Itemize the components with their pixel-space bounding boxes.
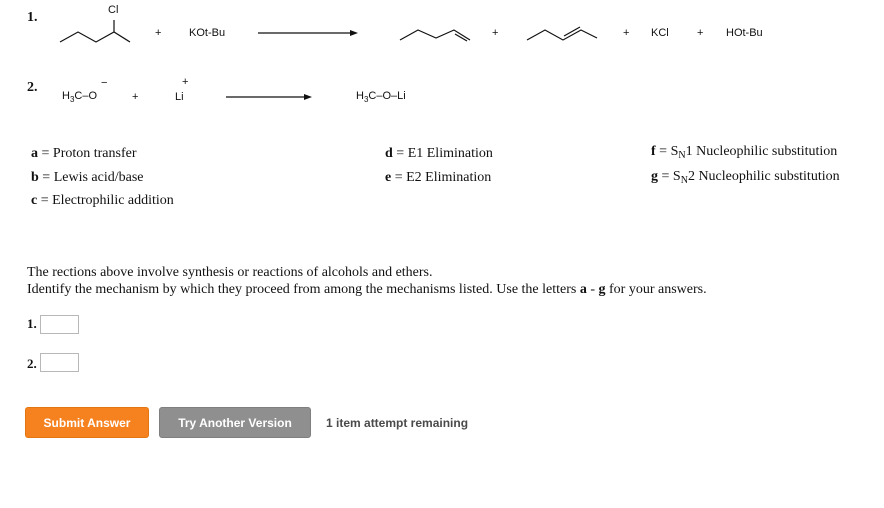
- try-another-version-button[interactable]: Try Another Version: [159, 407, 311, 438]
- plus-sign: +: [155, 27, 162, 39]
- answer-2-label: 2.: [27, 356, 37, 371]
- plus-sign: +: [492, 27, 499, 39]
- mechanism-e: e = E2 Elimination: [385, 170, 492, 185]
- hotbu-label: HOt-Bu: [726, 27, 763, 39]
- mechanism-g: $g = S_N2$ Nucleophilic substitution: [651, 169, 840, 186]
- plus-sign: +: [623, 27, 630, 39]
- product-alkene-1-structure: [400, 26, 475, 46]
- kcl-label: KCl: [651, 27, 669, 39]
- mechanism-c: c = Electrophilic addition: [31, 193, 174, 208]
- plus-sign: +: [132, 91, 139, 103]
- reaction-1-number: 1.: [27, 10, 38, 25]
- chlorine-label: Cl: [108, 4, 119, 16]
- mechanism-b: b = Lewis acid/base: [31, 170, 144, 185]
- positive-charge: +: [182, 76, 189, 88]
- instructions-line-1: The rections above involve synthesis or reactions of alcohols and ethers.: [27, 265, 433, 280]
- reaction-1-arrow: [258, 28, 358, 38]
- reaction-2-number: 2.: [27, 80, 38, 95]
- base-kotbu-label: KOt-Bu: [189, 27, 226, 39]
- plus-sign: +: [697, 27, 704, 39]
- reaction-2-arrow: [226, 92, 312, 102]
- methoxide-formula: $H_3C-O$: [62, 90, 98, 105]
- negative-charge: −: [101, 77, 108, 89]
- answer-1-input[interactable]: [40, 315, 79, 334]
- answer-2-input[interactable]: [40, 353, 79, 372]
- reactant-alkyl-chloride-structure: [60, 18, 135, 48]
- answer-1-label: 1.: [27, 316, 37, 331]
- submit-answer-button[interactable]: Submit Answer: [25, 407, 149, 438]
- mechanism-d: d = E1 Elimination: [385, 146, 493, 161]
- product-alkene-2-structure: [527, 24, 602, 46]
- attempts-remaining-text: 1 item attempt remaining: [326, 416, 469, 430]
- lithium-label: Li: [175, 91, 184, 103]
- instructions-line-2: Identify the mechanism by which they proceed from among the mechanisms listed. Use the letters a - g for your answers.: [27, 282, 707, 297]
- mechanism-f: $f = S_N1$ Nucleophilic substitution: [651, 144, 838, 161]
- product-lithium-methoxide-formula: $H_3C-O-Li$: [356, 90, 406, 105]
- mechanism-a: a = Proton transfer: [31, 146, 137, 161]
